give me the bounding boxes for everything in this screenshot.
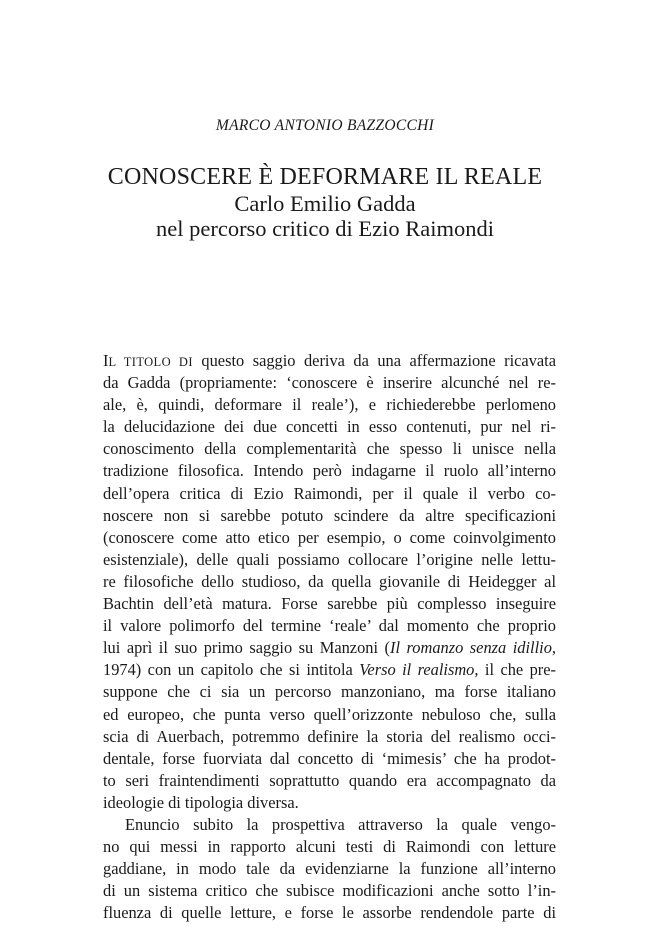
- text-run: no qui messi in rapporto alcuni testi di Raimondi con letture: [103, 837, 556, 857]
- text-run: noscere non si sarebbe potuto scindere da altre specificazioni: [103, 505, 556, 525]
- text-line: [103, 704, 556, 726]
- text-run: Bachtin dell’età matura. Forse sarebbe più complesso inseguire: [103, 594, 556, 614]
- text-run: re filosofiche dello studioso, da quella giovanile di Heidegger al: [103, 571, 556, 591]
- text-run: di un sistema critico che subisce modificazioni anche sotto l’in-: [103, 881, 556, 901]
- text-line: [103, 350, 556, 372]
- text-run: suppone che ci sia un percorso manzoniano, ma forse italiano: [103, 682, 556, 702]
- text-line: [103, 571, 556, 593]
- text-run: tradizione filosofica. Intendo però indagarne il ruolo all’interno: [103, 461, 556, 481]
- text-run: da Gadda (propriamente: ‘conoscere è inserire alcunché nel re-: [103, 373, 556, 393]
- author-name: MARCO ANTONIO BAZZOCCHI: [215, 117, 435, 134]
- text-run: esistenziale), delle quali possiamo collocare l’origine nelle lettu-: [103, 549, 556, 569]
- text-run: Enuncio subito la prospettiva attraverso la quale vengo-: [125, 814, 556, 834]
- text-run: questo saggio deriva da una affermazione ricavata: [192, 351, 557, 370]
- text-run: ,: [551, 638, 557, 658]
- text-run: dentale, forse fuorviata dal concetto di ‘mimesis’ che ha prodot-: [103, 748, 556, 768]
- text-run: la delucidazione dei due concetti in esso contenuti, pur nel ri-: [103, 417, 556, 437]
- text-line: [103, 527, 556, 549]
- text-line: [103, 637, 556, 659]
- text-line: [103, 880, 556, 902]
- body-text: [103, 350, 556, 924]
- text-run: , il che pre-: [474, 660, 557, 680]
- text-line: [103, 505, 556, 527]
- text-line: [103, 748, 556, 770]
- chapter-heading: [0, 164, 650, 241]
- small-caps-opening: L TITOLO DI: [108, 355, 193, 369]
- text-run: ale, è, quindi, deformare il reale’), e richiederebbe perlomeno: [103, 395, 556, 415]
- text-run: gaddiane, in modo tale da evidenziarne la funzione all’interno: [103, 859, 556, 879]
- text-run: fluenza di quelle letture, e forse le assorbe rendendole parte di: [103, 903, 556, 923]
- text-line: [103, 615, 556, 637]
- text-run: scia di Auerbach, potremmo definire la storia del realismo occi-: [103, 726, 556, 746]
- text-line: [103, 549, 556, 571]
- text-line: [103, 792, 556, 814]
- italic-title: Il romanzo senza idillio: [390, 638, 552, 658]
- text-line: [103, 659, 556, 681]
- text-run: 1974) con un capitolo che si intitola: [103, 660, 360, 680]
- text-line: [103, 460, 556, 482]
- text-run: lui aprì il suo primo saggio su Manzoni (: [103, 638, 390, 658]
- text-run: (conoscere come atto etico per esempio, o come coinvolgimento: [103, 527, 556, 547]
- text-line: [103, 836, 556, 858]
- text-line: [103, 726, 556, 748]
- chapter-subtitle-line-1: Carlo Emilio Gadda: [234, 191, 416, 216]
- text-run: conoscimento della complementarità che spesso li unisce nella: [103, 439, 556, 459]
- chapter-title: CONOSCERE È DEFORMARE IL REALE: [107, 164, 543, 190]
- text-line: [103, 394, 556, 416]
- text-line: [103, 902, 556, 924]
- text-run: to seri fraintendimenti soprattutto quando era accompagnato da: [103, 770, 556, 790]
- text-line: [103, 593, 556, 615]
- text-run: I: [103, 351, 109, 370]
- text-line: [103, 416, 556, 438]
- italic-title: Verso il realismo: [359, 660, 475, 680]
- text-run: ed europeo, che punta verso quell’orizzonte nebuloso che, sulla: [103, 704, 556, 724]
- text-line: [103, 681, 556, 703]
- text-line: [103, 438, 556, 460]
- chapter-subtitle-line-2: nel percorso critico di Ezio Raimondi: [155, 216, 495, 241]
- text-line: [103, 483, 556, 505]
- text-run: dell’opera critica di Ezio Raimondi, per il quale il verbo co-: [103, 483, 556, 503]
- text-line: [103, 770, 556, 792]
- text-line: [103, 814, 556, 836]
- text-line: [103, 372, 556, 394]
- text-line: [103, 858, 556, 880]
- text-run: ideologie di tipologia diversa.: [103, 792, 299, 812]
- text-run: il valore polimorfo del termine ‘reale’ dal momento che proprio: [103, 616, 556, 636]
